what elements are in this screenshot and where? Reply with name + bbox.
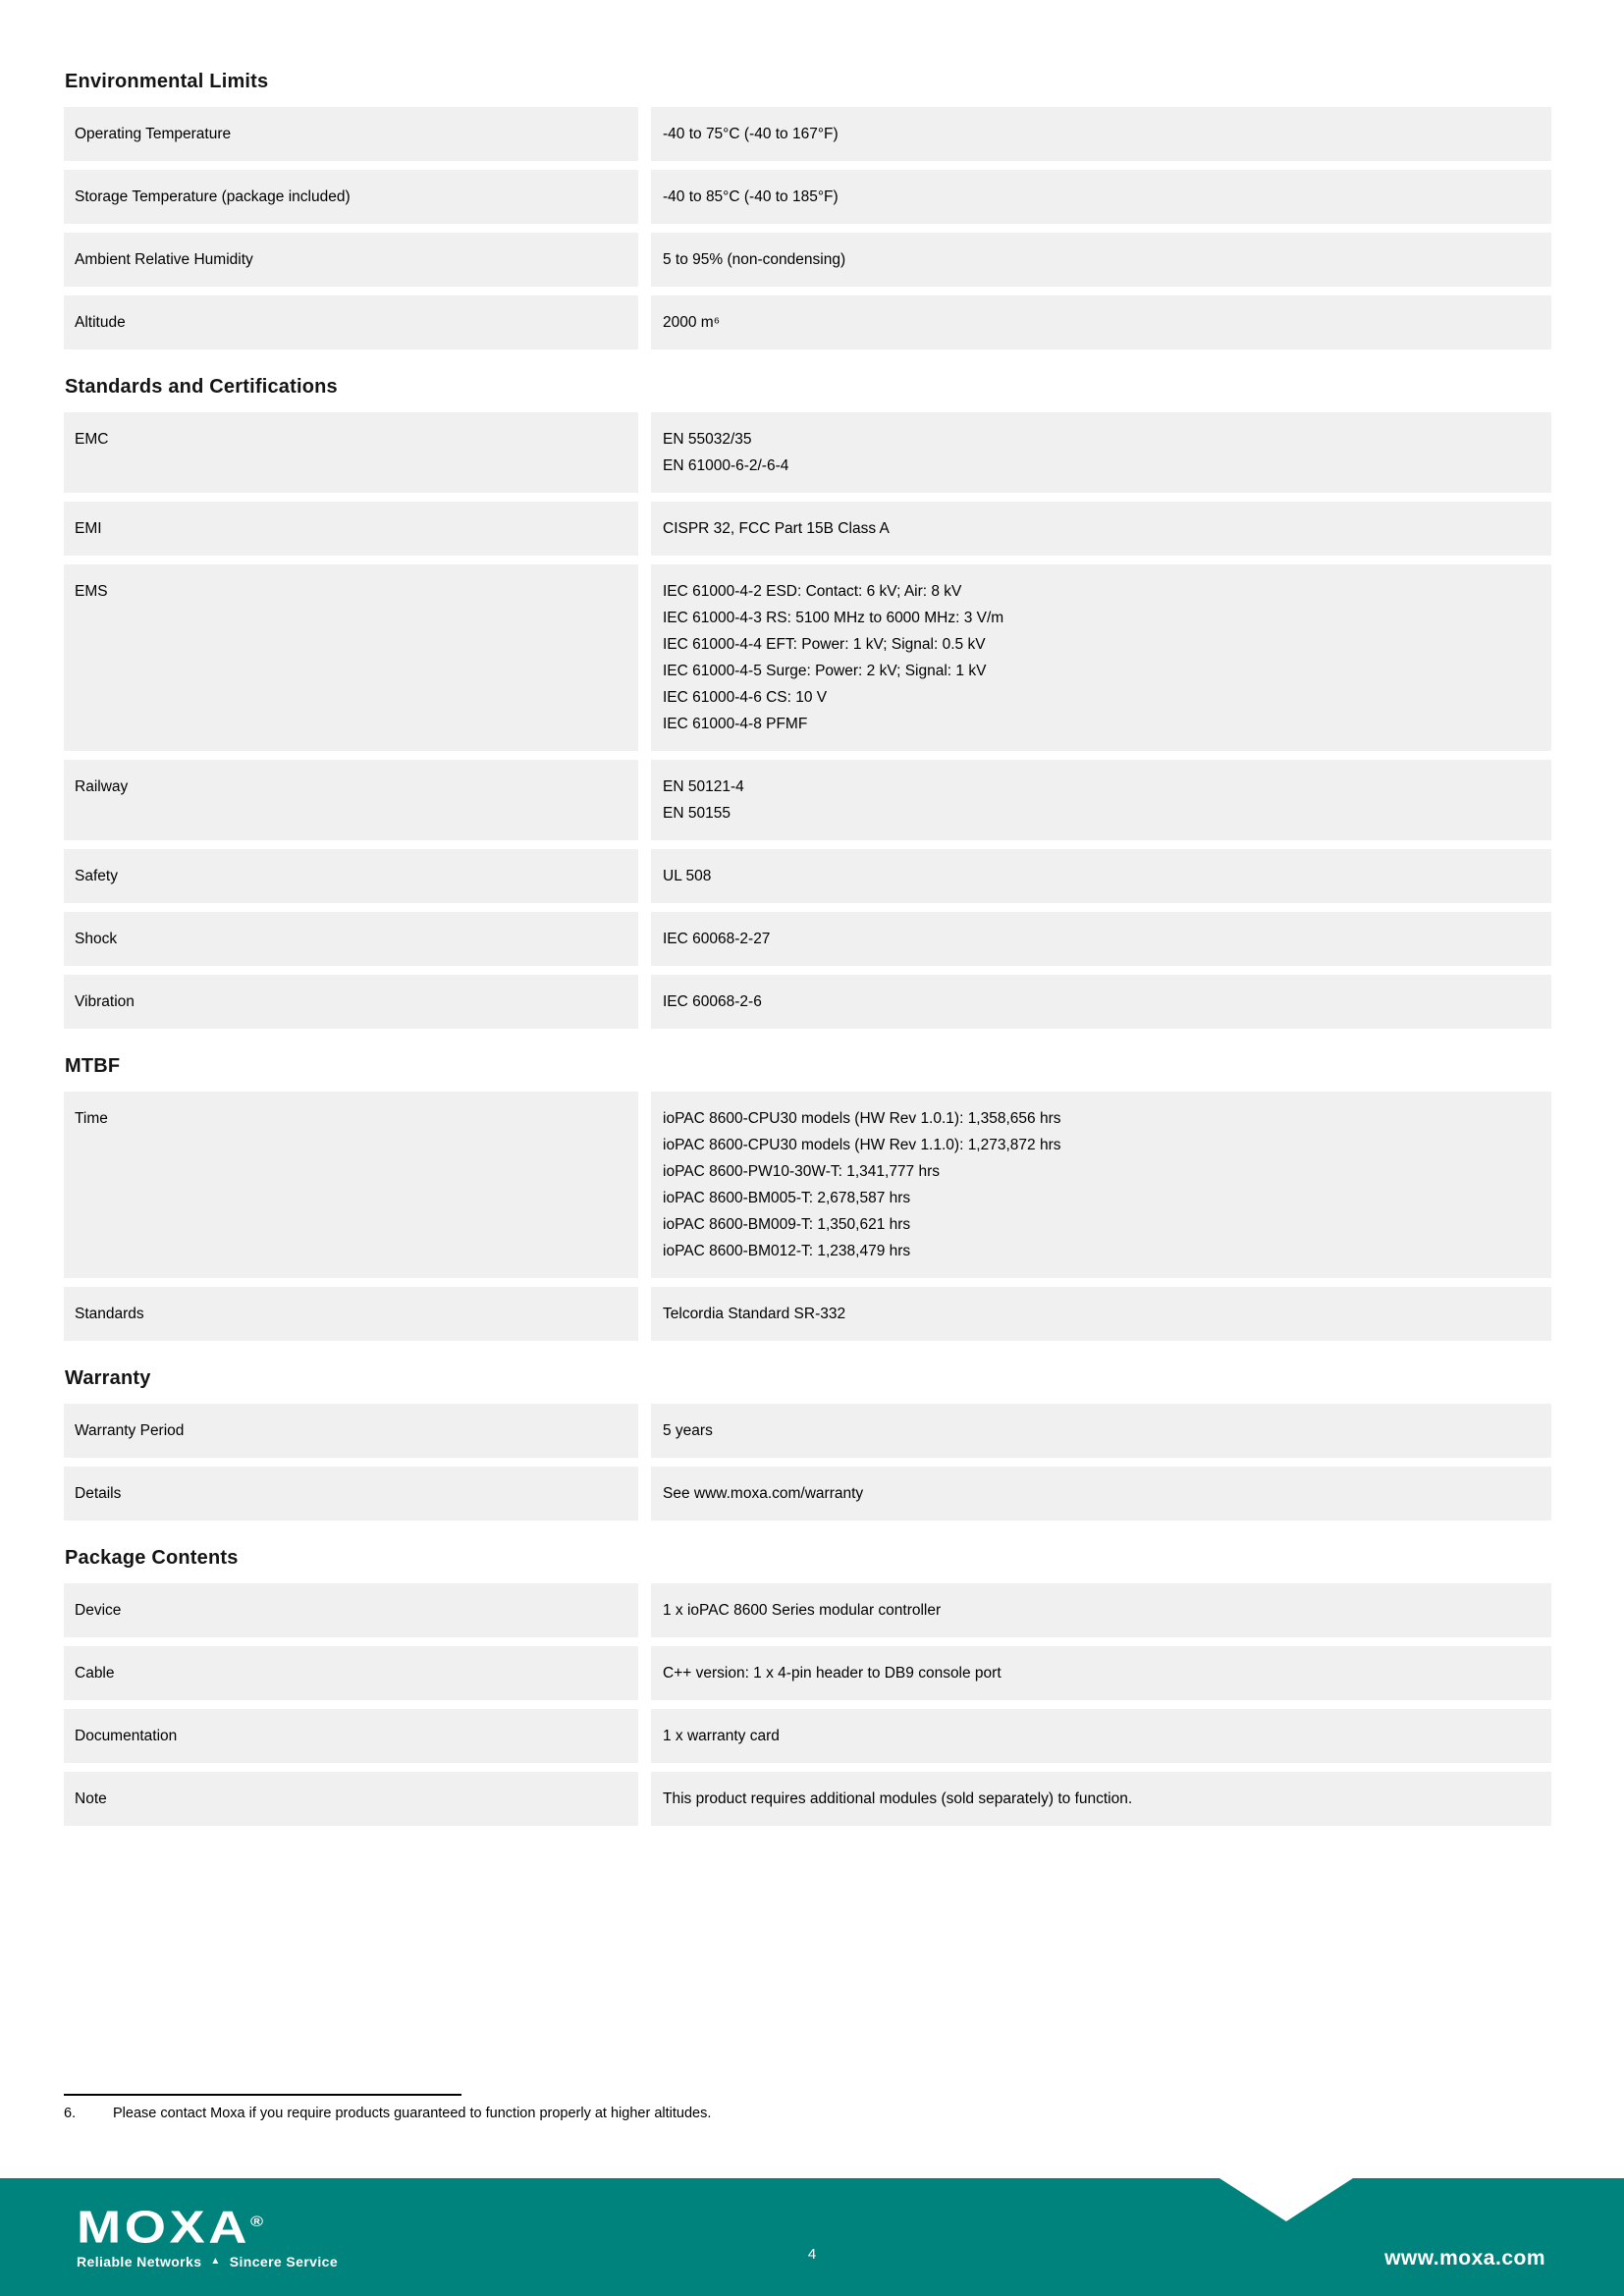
spec-value <box>651 849 1551 903</box>
spec-row <box>64 1287 1551 1341</box>
spec-value-line: UL 508 <box>663 868 712 884</box>
moxa-logo-wordmark <box>77 2200 385 2253</box>
section-title: Standards and Certifications <box>65 376 338 398</box>
spec-value <box>651 412 1551 493</box>
spec-value <box>651 295 1551 349</box>
footnote-line <box>64 2105 1438 2123</box>
spec-value-line: ioPAC 8600-CPU30 models (HW Rev 1.0.1): 1,358,656 hrs <box>663 1110 1061 1127</box>
spec-row <box>64 1092 1551 1278</box>
spec-value <box>651 1772 1551 1826</box>
spec-label: Storage Temperature (package included) <box>64 170 638 224</box>
page-number: 4 <box>807 2246 817 2263</box>
footnote-text: Please contact Moxa if you require products guaranteed to function properly at higher altitudes. <box>113 2106 712 2121</box>
spec-label: Details <box>64 1467 638 1521</box>
spec-label: Cable <box>64 1646 638 1700</box>
spec-value-line: IEC 61000-4-3 RS: 5100 MHz to 6000 MHz: 3 V/m <box>663 610 1004 626</box>
spec-value-line: This product requires additional modules (sold separately) to function. <box>663 1790 1133 1807</box>
spec-row <box>64 1467 1551 1521</box>
spec-row <box>64 1772 1551 1826</box>
spec-label: Time <box>64 1092 638 1278</box>
spec-label: Railway <box>64 760 638 840</box>
spec-value-line: ioPAC 8600-BM012-T: 1,238,479 hrs <box>663 1243 911 1259</box>
spec-value-line: IEC 61000-4-4 EFT: Power: 1 kV; Signal: 0.5 kV <box>663 636 986 653</box>
section-title: MTBF <box>65 1055 121 1077</box>
spec-value-line: Telcordia Standard SR-332 <box>663 1306 846 1322</box>
spec-value <box>651 1467 1551 1521</box>
spec-value-line: -40 to 85°C (-40 to 185°F) <box>663 188 839 205</box>
moxa-logo-text: MOXA <box>77 2201 250 2253</box>
spec-value-line: EN 50155 <box>663 805 731 822</box>
spec-row <box>64 1646 1551 1700</box>
spec-value-line: See www.moxa.com/warranty <box>663 1485 864 1502</box>
spec-value <box>651 1404 1551 1458</box>
tagline-left: Reliable Networks <box>77 2254 202 2270</box>
spec-value-line: C++ version: 1 x 4-pin header to DB9 console port <box>663 1665 1001 1682</box>
spec-sections <box>64 63 1551 1835</box>
spec-value-line: 1 x warranty card <box>663 1728 780 1744</box>
spec-value <box>651 1287 1551 1341</box>
spec-value-line: IEC 60068-2-6 <box>663 993 762 1010</box>
footnote-rule <box>64 2094 461 2096</box>
footnote-marker: 6. <box>64 2106 77 2121</box>
spec-value <box>651 1092 1551 1278</box>
spec-value <box>651 170 1551 224</box>
spec-value <box>651 502 1551 556</box>
spec-value <box>651 564 1551 751</box>
tagline-triangle-icon: ▲ <box>210 2256 221 2268</box>
spec-row <box>64 849 1551 903</box>
spec-row <box>64 564 1551 751</box>
section-title: Environmental Limits <box>65 71 269 92</box>
spec-label: Altitude <box>64 295 638 349</box>
spec-label: EMC <box>64 412 638 493</box>
spec-value <box>651 1583 1551 1637</box>
spec-row <box>64 502 1551 556</box>
spec-label: Ambient Relative Humidity <box>64 233 638 287</box>
spec-value-line: CISPR 32, FCC Part 15B Class A <box>663 520 890 537</box>
spec-value <box>651 912 1551 966</box>
spec-label: Vibration <box>64 975 638 1029</box>
page-footer <box>0 2178 1624 2296</box>
spec-value-line: 1 x ioPAC 8600 Series modular controller <box>663 1602 942 1619</box>
spec-value-line: IEC 61000-4-5 Surge: Power: 2 kV; Signal: 1 kV <box>663 663 987 679</box>
spec-value-line: 2000 m⁶ <box>663 314 721 331</box>
spec-label: Safety <box>64 849 638 903</box>
spec-row <box>64 912 1551 966</box>
spec-label: Documentation <box>64 1709 638 1763</box>
spec-value-line: EN 50121-4 <box>663 778 744 795</box>
spec-value-line: 5 years <box>663 1422 713 1439</box>
spec-row <box>64 760 1551 840</box>
spec-label: Device <box>64 1583 638 1637</box>
spec-value-line: IEC 60068-2-27 <box>663 931 771 947</box>
spec-value-line: 5 to 95% (non-condensing) <box>663 251 846 268</box>
spec-value-line: ioPAC 8600-BM005-T: 2,678,587 hrs <box>663 1190 911 1206</box>
section-title: Package Contents <box>65 1547 239 1569</box>
spec-row <box>64 233 1551 287</box>
spec-row <box>64 1583 1551 1637</box>
spec-row <box>64 1709 1551 1763</box>
section-title: Warranty <box>65 1367 151 1389</box>
spec-label: EMS <box>64 564 638 751</box>
spec-row <box>64 412 1551 493</box>
spec-value-line: EN 61000-6-2/-6-4 <box>663 457 789 474</box>
spec-label: Note <box>64 1772 638 1826</box>
spec-value-line: EN 55032/35 <box>663 431 752 448</box>
spec-value-line: ioPAC 8600-BM009-T: 1,350,621 hrs <box>663 1216 911 1233</box>
tagline-right: Sincere Service <box>229 2254 339 2270</box>
footnote <box>64 2094 1438 2123</box>
spec-value <box>651 1646 1551 1700</box>
spec-value <box>651 107 1551 161</box>
spec-value <box>651 760 1551 840</box>
spec-value <box>651 233 1551 287</box>
spec-row <box>64 170 1551 224</box>
spec-row <box>64 1404 1551 1458</box>
spec-value-line: ioPAC 8600-PW10-30W-T: 1,341,777 hrs <box>663 1163 941 1180</box>
spec-label: Operating Temperature <box>64 107 638 161</box>
spec-value-line: IEC 61000-4-8 PFMF <box>663 716 808 732</box>
registered-trademark-icon: ® <box>249 2214 264 2230</box>
spec-row <box>64 975 1551 1029</box>
spec-row <box>64 295 1551 349</box>
spec-value-line: IEC 61000-4-2 ESD: Contact: 6 kV; Air: 8 kV <box>663 583 962 600</box>
footer-notch <box>1219 2178 1353 2221</box>
spec-value-line: ioPAC 8600-CPU30 models (HW Rev 1.1.0): 1,273,872 hrs <box>663 1137 1061 1153</box>
spec-label: Standards <box>64 1287 638 1341</box>
spec-label: Shock <box>64 912 638 966</box>
spec-value <box>651 975 1551 1029</box>
spec-value-line: IEC 61000-4-6 CS: 10 V <box>663 689 828 706</box>
footer-website: www.moxa.com <box>1384 2247 1545 2269</box>
spec-label: Warranty Period <box>64 1404 638 1458</box>
spec-label: EMI <box>64 502 638 556</box>
spec-row <box>64 107 1551 161</box>
spec-value-line: -40 to 75°C (-40 to 167°F) <box>663 126 839 142</box>
spec-value <box>651 1709 1551 1763</box>
